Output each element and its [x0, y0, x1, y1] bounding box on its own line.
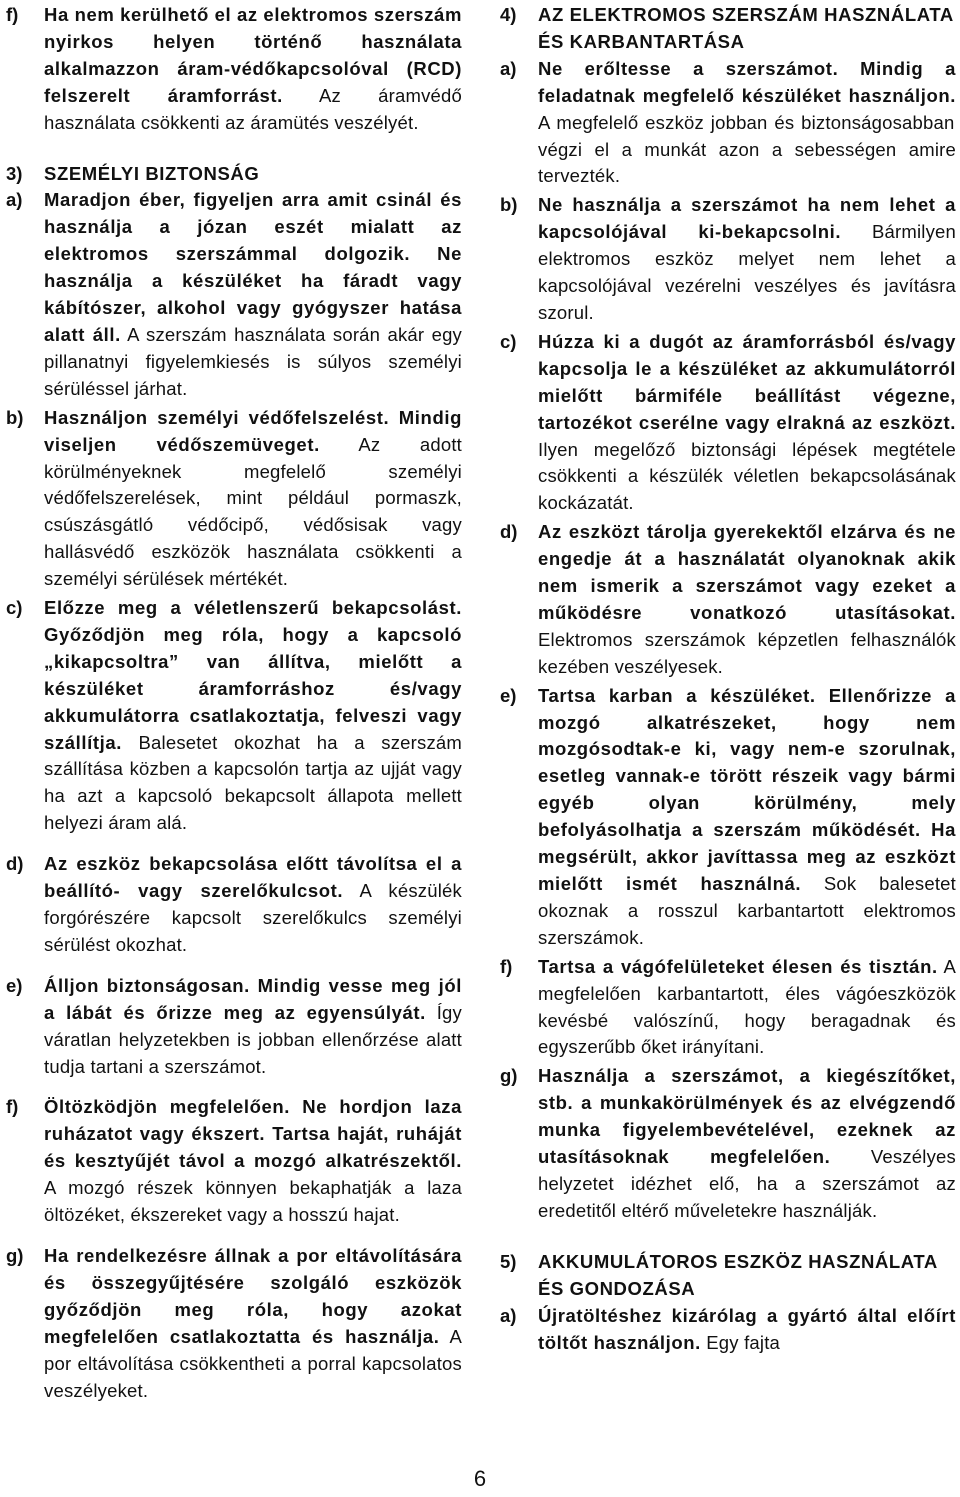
section-number: 4): [500, 4, 517, 25]
item-normal-text: Bármilyen elektromos eszköz melyet nem lehet a kapcsolójával vezérelni veszélyes és javításra szorul.: [538, 221, 956, 323]
item-normal-text: Az áramvédő használata csökkenti az áramütés veszélyét.: [44, 84, 462, 133]
item-marker: d): [500, 521, 518, 543]
list-item-f-rcd: [6, 2, 462, 137]
item-normal-text: Veszélyes helyzetet idézhet elő, ha a szerszámot az eredetitől eltérő műveletekre használják.: [538, 1146, 956, 1221]
left-column: [6, 2, 462, 1404]
list-item-g-accessories: [500, 1063, 956, 1224]
item-bold-text: Tartsa karban a készüléket. Ellenőrizze a mozgó alkatrészeket, hogy nem mozgósodtak-e ki, vagy nem-e szorulnak, esetleg vannak-e törött részeik vagy bármi egyéb olyan körülmény, mely befolyásolhatja a szerszám működését. Ha megsérült, akkor javíttassa meg az eszközt mielőtt ismét használná.: [538, 684, 956, 894]
list-item-d-remove-keys: [6, 851, 462, 959]
item-text: [44, 595, 462, 837]
item-marker: e): [500, 684, 517, 706]
section-title: SZEMÉLYI BIZTONSÁG: [44, 162, 260, 184]
item-text: [44, 973, 462, 1081]
list-item-c-unplug: [500, 329, 956, 517]
item-bold-text: Tartsa a vágófelületeket élesen és tisztán.: [538, 955, 938, 977]
item-bold-text: Az eszköz bekapcsolása előtt távolítsa el a beállító- vagy szerelőkulcsot.: [44, 853, 462, 902]
item-bold-text: Az eszközt tárolja gyerekektől elzárva és ne engedje át a használatát olyanoknak akik nem ismerik a szerszámot vagy ezeket a működésre vonatkozó utasításokat.: [538, 521, 956, 623]
item-text: [538, 1063, 956, 1224]
list-item-a-do-not-force: [500, 56, 956, 191]
item-normal-text: Sok balesetet okoznak a rosszul karbantartott elektromos szerszámok.: [538, 873, 956, 948]
item-bold-text: Előzze meg a véletlenszerű bekapcsolást. Győződjön meg róla, hogy a kapcsoló „kikapcsoltra” van állítva, mielőtt a készüléket áramforráshoz és/vagy akkumulátorra csatlakoztatja, felveszi vagy szállítja.: [44, 597, 462, 753]
item-normal-text: A szerszám használata során akár egy pillanatnyi figyelemkiesés is súlyos személyi sérüléssel járhat.: [44, 323, 463, 399]
item-bold-text: Ne használja a szerszámot ha nem lehet a kapcsolójával ki-bekapcsolni.: [538, 194, 956, 243]
list-item-e-stable-stance: [6, 973, 462, 1081]
list-item-b-protective-equipment: [6, 405, 462, 593]
item-marker: g): [500, 1065, 518, 1087]
item-bold-text: Álljon biztonságosan. Mindig vesse meg jól a lábát és őrizze meg az egyensúlyát.: [44, 974, 462, 1023]
item-marker: b): [6, 406, 24, 428]
item-bold-text: Maradjon éber, figyeljen arra amit csinál és használja a józan eszét mialatt az elektromos szerszámmal dolgozik. Ne használja a készüléket ha fáradt vagy kábítószer, alkohol vagy gyógyszer hatása alatt áll.: [44, 189, 462, 345]
item-bold-text: Ha rendelkezésre állnak a por eltávolítására és összegyűjtésére szolgáló eszközök győződjön meg róla, hogy azokat megfelelően csatlakoztatta és használja.: [44, 1244, 462, 1347]
item-normal-text: Elektromos szerszámok képzetlen felhasználók kezében veszélyesek.: [538, 628, 956, 677]
item-normal-text: Az adott körülményeknek megfelelő személyi védőfelszerelések, mint például pormaszk, csúszásgátló védőcipő, védősisak vagy hallásvédő eszközök használata csökkenti a személyi sérülések mértékét.: [44, 433, 462, 590]
section-heading-battery-tool: [500, 1249, 956, 1303]
item-bold-text: Újratöltéshez kizárólag a gyártó által előírt töltőt használjon.: [538, 1304, 956, 1353]
section-number: 5): [500, 1250, 517, 1272]
section-heading-tool-use: [500, 2, 956, 56]
list-item-g-dust-extraction: [6, 1243, 462, 1404]
item-text: [538, 683, 956, 952]
item-bold-text: Ha nem kerülhető el az elektromos szerszám nyirkos helyen történő használata alkalmazzon áram-védőkapcsolóval (RCD) felszerelt áramforrást.: [44, 4, 462, 106]
item-text: [538, 56, 956, 191]
item-bold-text: Használjon személyi védőfelszelést. Mindig viseljen védőszemüveget.: [44, 406, 462, 455]
item-normal-text: A por eltávolítása csökkentheti a porral kapcsolatos veszélyeket.: [44, 1325, 462, 1401]
item-marker: a): [6, 189, 23, 211]
item-marker: g): [6, 1244, 24, 1266]
list-item-e-maintenance: [500, 683, 956, 952]
list-item-f-cutting-surfaces: [500, 954, 956, 1062]
item-bold-text: Használja a szerszámot, a kiegészítőket, stb. a munkakörülmények és az elvégzendő munka figyelembevételével, ezeknek az utasításoknak megfelelően.: [538, 1065, 956, 1168]
list-item-f-dress: [6, 1094, 462, 1229]
item-marker: a): [500, 57, 517, 79]
item-marker: f): [6, 4, 19, 25]
item-text: [538, 1303, 956, 1357]
item-marker: f): [500, 955, 513, 977]
item-marker: f): [6, 1096, 19, 1118]
list-item-a-alert: [6, 187, 462, 402]
item-text: [538, 519, 956, 680]
item-normal-text: Egy fajta: [700, 1331, 781, 1353]
item-marker: a): [500, 1304, 517, 1326]
item-text: [538, 329, 956, 517]
item-marker: c): [500, 330, 517, 352]
item-normal-text: A megfelelően karbantartott, éles vágóeszközök kevésbé valószínű, hogy beragadnak és egyszerűbb őket irányítani.: [538, 955, 957, 1058]
item-text: [44, 2, 462, 137]
section-title: AKKUMULÁTOROS ESZKÖZ HASZNÁLATA ÉS GONDOZÁSA: [538, 1250, 938, 1299]
section-number: 3): [6, 162, 23, 184]
item-normal-text: Ilyen megelőző biztonsági lépések megtétele csökkenti a készülék véletlen bekapcsolásának kockázatát.: [538, 438, 956, 514]
item-text: [44, 405, 462, 593]
page-number: 6: [473, 1466, 487, 1491]
item-normal-text: A készülék forgórészére kapcsolt szerelőkulcs személyi sérülést okozhat.: [44, 880, 462, 955]
item-marker: b): [500, 194, 518, 216]
item-marker: e): [6, 974, 23, 996]
item-marker: c): [6, 597, 23, 619]
section-heading-personal-safety: [6, 161, 462, 188]
item-marker: d): [6, 853, 24, 875]
item-text: [44, 1094, 462, 1229]
right-column: [500, 2, 956, 1356]
list-item-b-switch: [500, 192, 956, 327]
item-normal-text: Balesetet okozhat ha a szerszám szállítása közben a kapcsolón tartja az ujját vagy ha azt a kapcsoló bekapcsolt állapota mellett helyezi áram alá.: [44, 731, 462, 834]
item-normal-text: A megfelelő eszköz jobban és biztonságosabban végzi el a munkát azon a sebességen amire tervezték.: [538, 111, 956, 187]
item-bold-text: Öltözködjön megfelelően. Ne hordjon laza ruházatot vagy ékszert. Tartsa haját, ruháját és kesztyűjét távol a mozgó alkatrészektől.: [44, 1096, 462, 1172]
item-bold-text: Ne erőltesse a szerszámot. Mindig a feladatnak megfelelő készüléket használjon.: [538, 57, 956, 106]
list-item-a-charger: [500, 1303, 956, 1357]
list-item-c-accidental-start: [6, 595, 462, 837]
item-text: [538, 192, 956, 327]
item-normal-text: A mozgó részek könnyen bekaphatják a laza öltözéket, ékszereket vagy a hosszú hajat.: [44, 1177, 462, 1226]
item-normal-text: Így váratlan helyzetekben is jobban ellenőrzése alatt tudja tartani a szerszámot.: [44, 1001, 462, 1077]
item-text: [44, 1243, 462, 1404]
list-item-d-storage: [500, 519, 956, 680]
item-text: [538, 954, 956, 1062]
section-title: AZ ELEKTROMOS SZERSZÁM HASZNÁLATA ÉS KARBANTARTÁSA: [538, 4, 954, 52]
item-bold-text: Húzza ki a dugót az áramforrásból és/vagy kapcsolja le a készüléket az akkumulátorról mielőtt bármiféle beállítást végezne, tartozékot cserélne vagy elrakná az eszközt.: [538, 330, 956, 433]
item-text: [44, 851, 462, 959]
item-text: [44, 187, 462, 402]
